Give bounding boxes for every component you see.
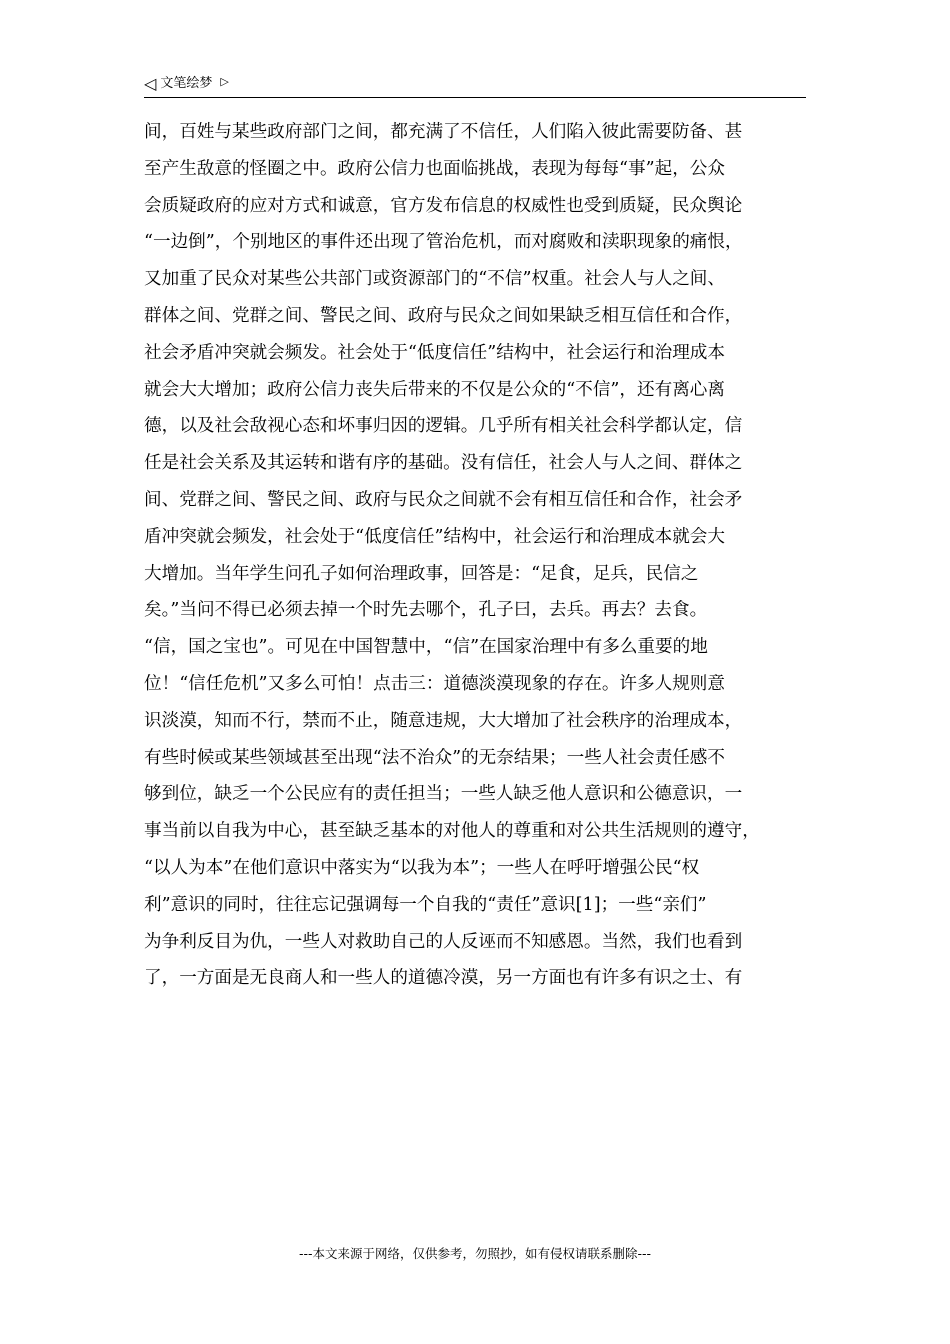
page-header (144, 72, 806, 99)
text-line: 就会大大增加；政府公信力丧失后带来的不仅是公众的“不信”，还有离心离 (144, 379, 725, 400)
triangle-left-icon: ◁ (144, 74, 157, 93)
text-line: 间、党群之间、警民之间、政府与民众之间就不会有相互信任和合作，社会矛 (144, 489, 743, 510)
header-brand-group (144, 76, 229, 92)
text-line: 为争利反目为仇，一些人对救助自己的人反诬而不知感恩。当然，我们也看到 (144, 931, 743, 952)
document-body (144, 114, 806, 997)
text-line: 社会矛盾冲突就会频发。社会处于“低度信任”结构中，社会运行和治理成本 (144, 342, 725, 363)
triangle-right-icon: ▷ (220, 74, 229, 88)
text-line: 盾冲突就会频发，社会处于“低度信任”结构中，社会运行和治理成本就会大 (144, 526, 725, 547)
text-line: 又加重了民众对某些公共部门或资源部门的“不信”权重。社会人与人之间、 (144, 269, 725, 290)
text-line: 够到位，缺乏一个公民应有的责任担当；一些人缺乏他人意识和公德意识，一 (144, 784, 743, 805)
text-line: 群体之间、党群之间、警民之间、政府与民众之间如果缺乏相互信任和合作， (144, 305, 743, 326)
text-line: 德，以及社会敌视心态和坏事归因的逻辑。几乎所有相关社会科学都认定，信 (144, 416, 743, 437)
text-line: 了，一方面是无良商人和一些人的道德冷漠，另一方面也有许多有识之士、有 (144, 968, 743, 989)
text-line: “一边倒”，个别地区的事件还出现了管治危机，而对腐败和渎职现象的痛恨， (144, 232, 743, 253)
brand-name: 文笔绘梦 (160, 76, 213, 91)
header-divider (144, 97, 806, 98)
text-line: 大增加。当年学生问孔子如何治理政事，回答是：“足食，足兵，民信之 (144, 563, 699, 584)
text-line: 矣。”当问不得已必须去掉一个时先去哪个，孔子曰，去兵。再去？去食。 (144, 600, 708, 621)
text-line: 位！“信任危机”又多么可怕！点击三：道德淡漠现象的存在。许多人规则意 (144, 673, 725, 694)
text-line: “信，国之宝也”。可见在中国智慧中，“信”在国家治理中有多么重要的地 (144, 637, 708, 658)
text-line: 事当前以自我为中心，甚至缺乏基本的对他人的尊重和对公共生活规则的遵守， (144, 821, 760, 842)
text-line: “以人为本”在他们意识中落实为“以我为本”；一些人在呼吁增强公民“权 (144, 857, 700, 878)
page-footer: ---本文来源于网络，仅供参考，勿照抄，如有侵权请联系删除--- (298, 1246, 652, 1261)
text-line: 利”意识的同时，往往忘记强调每一个自我的“责任”意识[1]；一些“亲们” (144, 894, 707, 915)
text-line: 有些时候或某些领域甚至出现“法不治众”的无奈结果；一些人社会责任感不 (144, 747, 725, 768)
text-line: 间，百姓与某些政府部门之间，都充满了不信任，人们陷入彼此需要防备、甚 (144, 122, 743, 142)
text-line: 识淡漠，知而不行，禁而不止，随意违规，大大增加了社会秩序的治理成本， (144, 710, 743, 731)
text-line: 会质疑政府的应对方式和诚意，官方发布信息的权威性也受到质疑，民众舆论 (144, 195, 743, 216)
text-line: 至产生敌意的怪圈之中。政府公信力也面临挑战，表现为每每“事”起，公众 (144, 158, 725, 179)
text-line: 任是社会关系及其运转和谐有序的基础。没有信任，社会人与人之间、群体之 (144, 453, 743, 474)
